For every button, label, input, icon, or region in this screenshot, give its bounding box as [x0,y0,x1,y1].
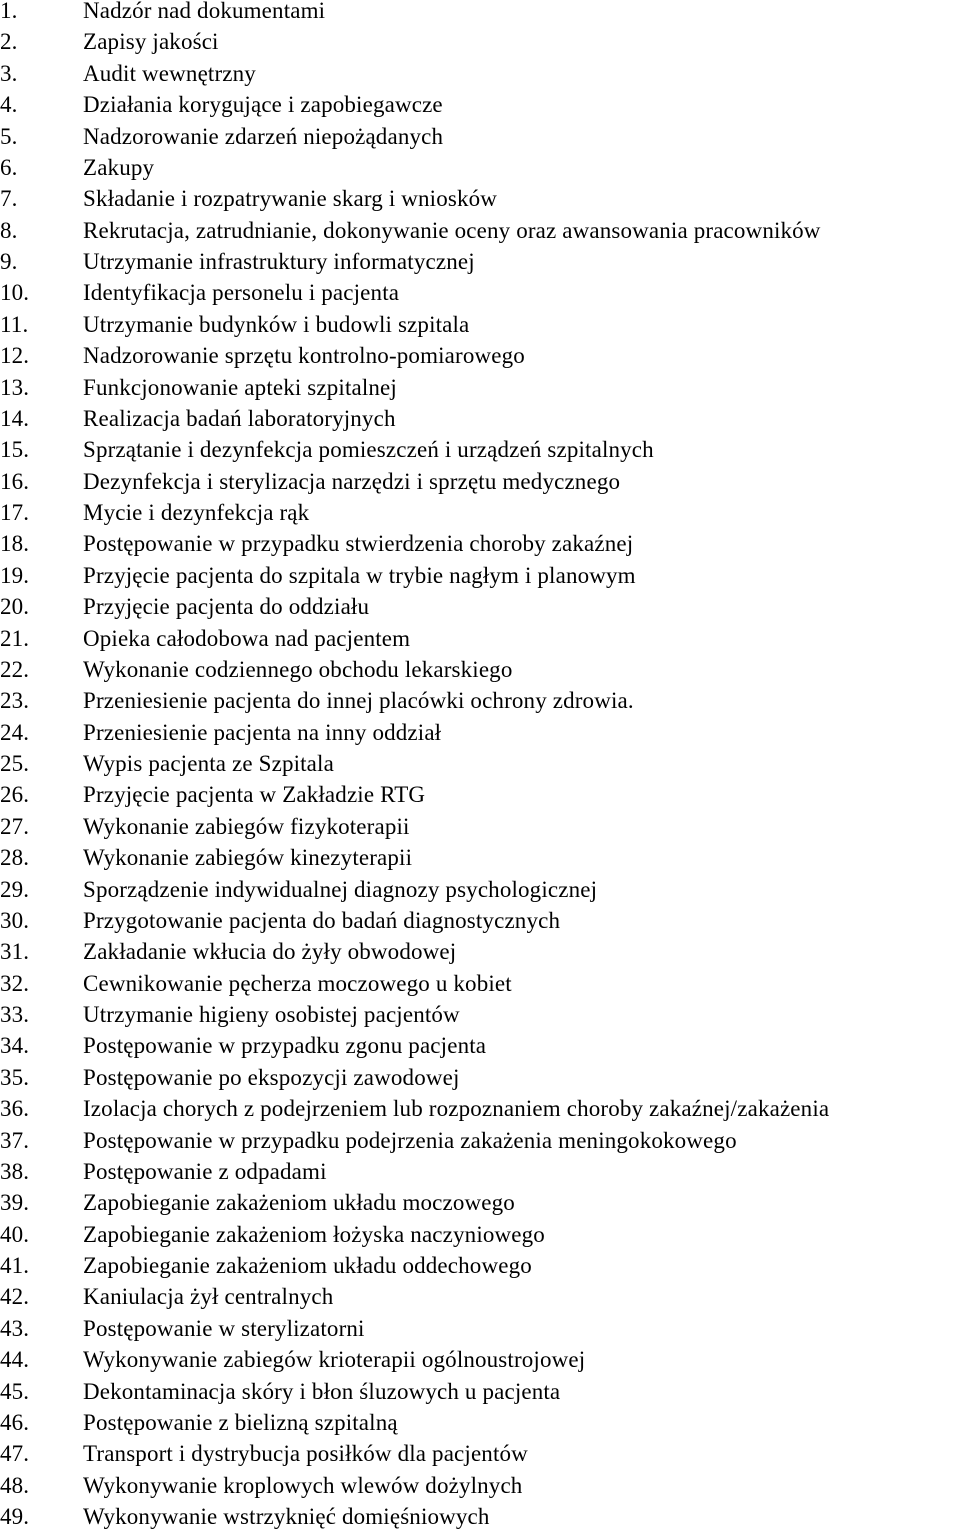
list-item [0,31,960,62]
item-text: Postępowanie w sterylizatorni [83,1315,365,1341]
item-text: Składanie i rozpatrywanie skarg i wniosków [83,186,498,212]
list-item [0,813,960,847]
list-item [0,1409,960,1443]
item-number: 44. [0,1347,30,1373]
list-item [0,345,960,376]
item-text: Mycie i dezynfekcja rąk [83,500,310,525]
item-text: Utrzymanie higieny osobistej pacjentów [83,1002,460,1027]
item-text: Zapobieganie zakażeniom układu moczowego [83,1190,515,1216]
item-number: 40. [0,1221,30,1247]
list-item [0,154,960,188]
list-item [0,656,960,690]
item-text: Nadzór nad dokumentami [83,0,326,23]
item-text: Opieka całodobowa nad pacjentem [83,625,411,651]
item-number: 6. [0,154,18,180]
item-text: Postępowanie po ekspozycji zawodowej [83,1064,460,1090]
item-number: 32. [0,970,30,996]
item-number: 13. [0,374,30,400]
item-text: Wykonanie zabiegów kinezyterapii [83,845,413,871]
item-number: 34. [0,1033,30,1059]
item-number: 27. [0,813,30,839]
item-text: Audit wewnętrzny [83,60,256,86]
item-text: Postępowanie w przypadku zgonu pacjenta [83,1033,487,1059]
item-text: Identyfikacja personelu i pacjenta [83,280,400,306]
list-item [0,0,960,31]
item-text: Wykonywanie wstrzyknięć domięśniowych [83,1504,490,1529]
item-number: 23. [0,688,30,714]
list-item [0,1472,960,1506]
item-text: Funkcjonowanie apteki szpitalnej [83,374,397,400]
list-item [0,1349,960,1380]
item-text: Działania korygujące i zapobiegawcze [83,92,443,118]
item-number: 42. [0,1284,30,1310]
item-text: Realizacja badań laboratoryjnych [83,405,396,431]
list-item [0,941,960,972]
list-item [0,876,960,910]
item-number: 1. [0,0,18,23]
list-item [0,468,960,502]
list-item [0,1255,960,1286]
list-item [0,94,960,125]
item-number: 36. [0,1096,30,1122]
item-text: Rekrutacja, zatrudnianie, dokonywanie oceny oraz awansowania pracowników [83,217,821,243]
item-text: Zapisy jakości [83,29,219,55]
item-number: 25. [0,751,30,776]
item-text: Wykonanie zabiegów fizykoterapii [83,813,410,839]
item-text: Zapobieganie zakażeniom łożyska naczyniowego [83,1221,545,1247]
item-text: Zakupy [83,154,155,180]
item-number: 8. [0,217,18,243]
item-number: 12. [0,343,30,369]
list-item [0,753,960,784]
list-item [0,847,960,878]
item-text: Przyjęcie pacjenta w Zakładzie RTG [83,782,426,808]
item-text: Wykonanie codziennego obchodu lekarskiego [83,656,513,682]
item-text: Przyjęcie pacjenta do szpitala w trybie nagłym i planowym [83,562,636,588]
list-item [0,374,960,408]
item-text: Zapobieganie zakażeniom układu oddechowego [83,1253,532,1278]
item-number: 26. [0,782,30,808]
item-number: 35. [0,1064,30,1090]
item-text: Dekontaminacja skóry i błon śluzowych u pacjenta [83,1378,561,1404]
item-text: Przyjęcie pacjenta do oddziału [83,594,370,620]
item-text: Postępowanie z odpadami [83,1158,327,1184]
list-item [0,1378,960,1412]
item-number: 46. [0,1409,30,1435]
list-item [0,970,960,1004]
list-item [0,1158,960,1192]
item-number: 47. [0,1441,30,1467]
item-number: 5. [0,123,18,149]
item-number: 24. [0,719,30,745]
list-item [0,282,960,313]
item-text: Utrzymanie infrastruktury informatycznej [83,249,475,274]
item-text: Cewnikowanie pęcherza moczowego u kobiet [83,970,512,996]
list-item [0,1035,960,1066]
item-number: 15. [0,437,30,463]
item-text: Transport i dystrybucja posiłków dla pacjentów [83,1441,528,1467]
item-number: 38. [0,1158,30,1184]
list-item [0,1286,960,1317]
list-item [0,60,960,94]
item-text: Izolacja chorych z podejrzeniem lub rozpoznaniem choroby zakaźnej/zakażenia [83,1096,830,1122]
list-item [0,1443,960,1474]
list-item [0,1221,960,1255]
item-number: 2. [0,29,18,55]
list-item [0,719,960,753]
item-text: Kaniulacja żył centralnych [83,1284,334,1310]
item-text: Wykonywanie zabiegów krioterapii ogólnoustrojowej [83,1347,586,1373]
list-item [0,907,960,941]
item-number: 48. [0,1472,30,1498]
list-item [0,784,960,815]
item-text: Zakładanie wkłucia do żyły obwodowej [83,939,457,965]
list-item [0,1098,960,1129]
item-text: Wykonywanie kroplowych wlewów dożylnych [83,1472,523,1498]
item-text: Utrzymanie budynków i budowli szpitala [83,311,470,337]
item-text: Wypis pacjenta ze Szpitala [83,751,334,776]
list-item [0,311,960,345]
item-text: Postępowanie w przypadku podejrzenia zakażenia meningokokowego [83,1127,737,1153]
item-number: 28. [0,845,30,871]
list-item [0,625,960,659]
list-item [0,690,960,721]
list-item [0,217,960,251]
item-number: 20. [0,594,30,620]
item-number: 16. [0,468,30,494]
item-number: 31. [0,939,30,965]
item-text: Postępowanie w przypadku stwierdzenia choroby zakaźnej [83,531,634,557]
list-item [0,405,960,439]
list-item [0,251,960,282]
item-number: 30. [0,907,30,933]
item-number: 17. [0,500,30,525]
item-number: 49. [0,1504,30,1529]
item-text: Nadzorowanie sprzętu kontrolno-pomiarowego [83,343,525,369]
item-number: 18. [0,531,30,557]
item-number: 43. [0,1315,30,1341]
list-item [0,188,960,219]
item-number: 22. [0,656,30,682]
item-number: 9. [0,249,18,274]
item-number: 19. [0,562,30,588]
item-text: Sprzątanie i dezynfekcja pomieszczeń i urządzeń szpitalnych [83,437,654,463]
item-number: 37. [0,1127,30,1153]
list-item [0,1004,960,1035]
item-number: 10. [0,280,30,306]
list-item [0,502,960,533]
list-item [0,1064,960,1098]
item-text: Nadzorowanie zdarzeń niepożądanych [83,123,444,149]
list-item [0,533,960,564]
list-item [0,596,960,627]
item-number: 29. [0,876,30,902]
item-text: Przeniesienie pacjenta do innej placówki ochrony zdrowia. [83,688,634,714]
list-item [0,1315,960,1349]
list-item [0,439,960,470]
item-text: Sporządzenie indywidualnej diagnozy psychologicznej [83,876,598,902]
item-number: 3. [0,60,18,86]
item-number: 45. [0,1378,30,1404]
item-number: 11. [0,311,29,337]
item-number: 14. [0,405,30,431]
item-number: 7. [0,186,18,212]
item-number: 21. [0,625,30,651]
item-number: 4. [0,92,18,118]
item-text: Dezynfekcja i sterylizacja narzędzi i sprzętu medycznego [83,468,621,494]
item-number: 39. [0,1190,30,1216]
item-number: 33. [0,1002,30,1027]
list-item [0,1127,960,1161]
list-item [0,562,960,596]
list-item [0,1506,960,1537]
item-text: Przygotowanie pacjenta do badań diagnostycznych [83,907,561,933]
list-item [0,123,960,157]
item-text: Przeniesienie pacjenta na inny oddział [83,719,442,745]
list-item [0,1192,960,1223]
item-text: Postępowanie z bielizną szpitalną [83,1409,398,1435]
item-number: 41. [0,1253,30,1278]
